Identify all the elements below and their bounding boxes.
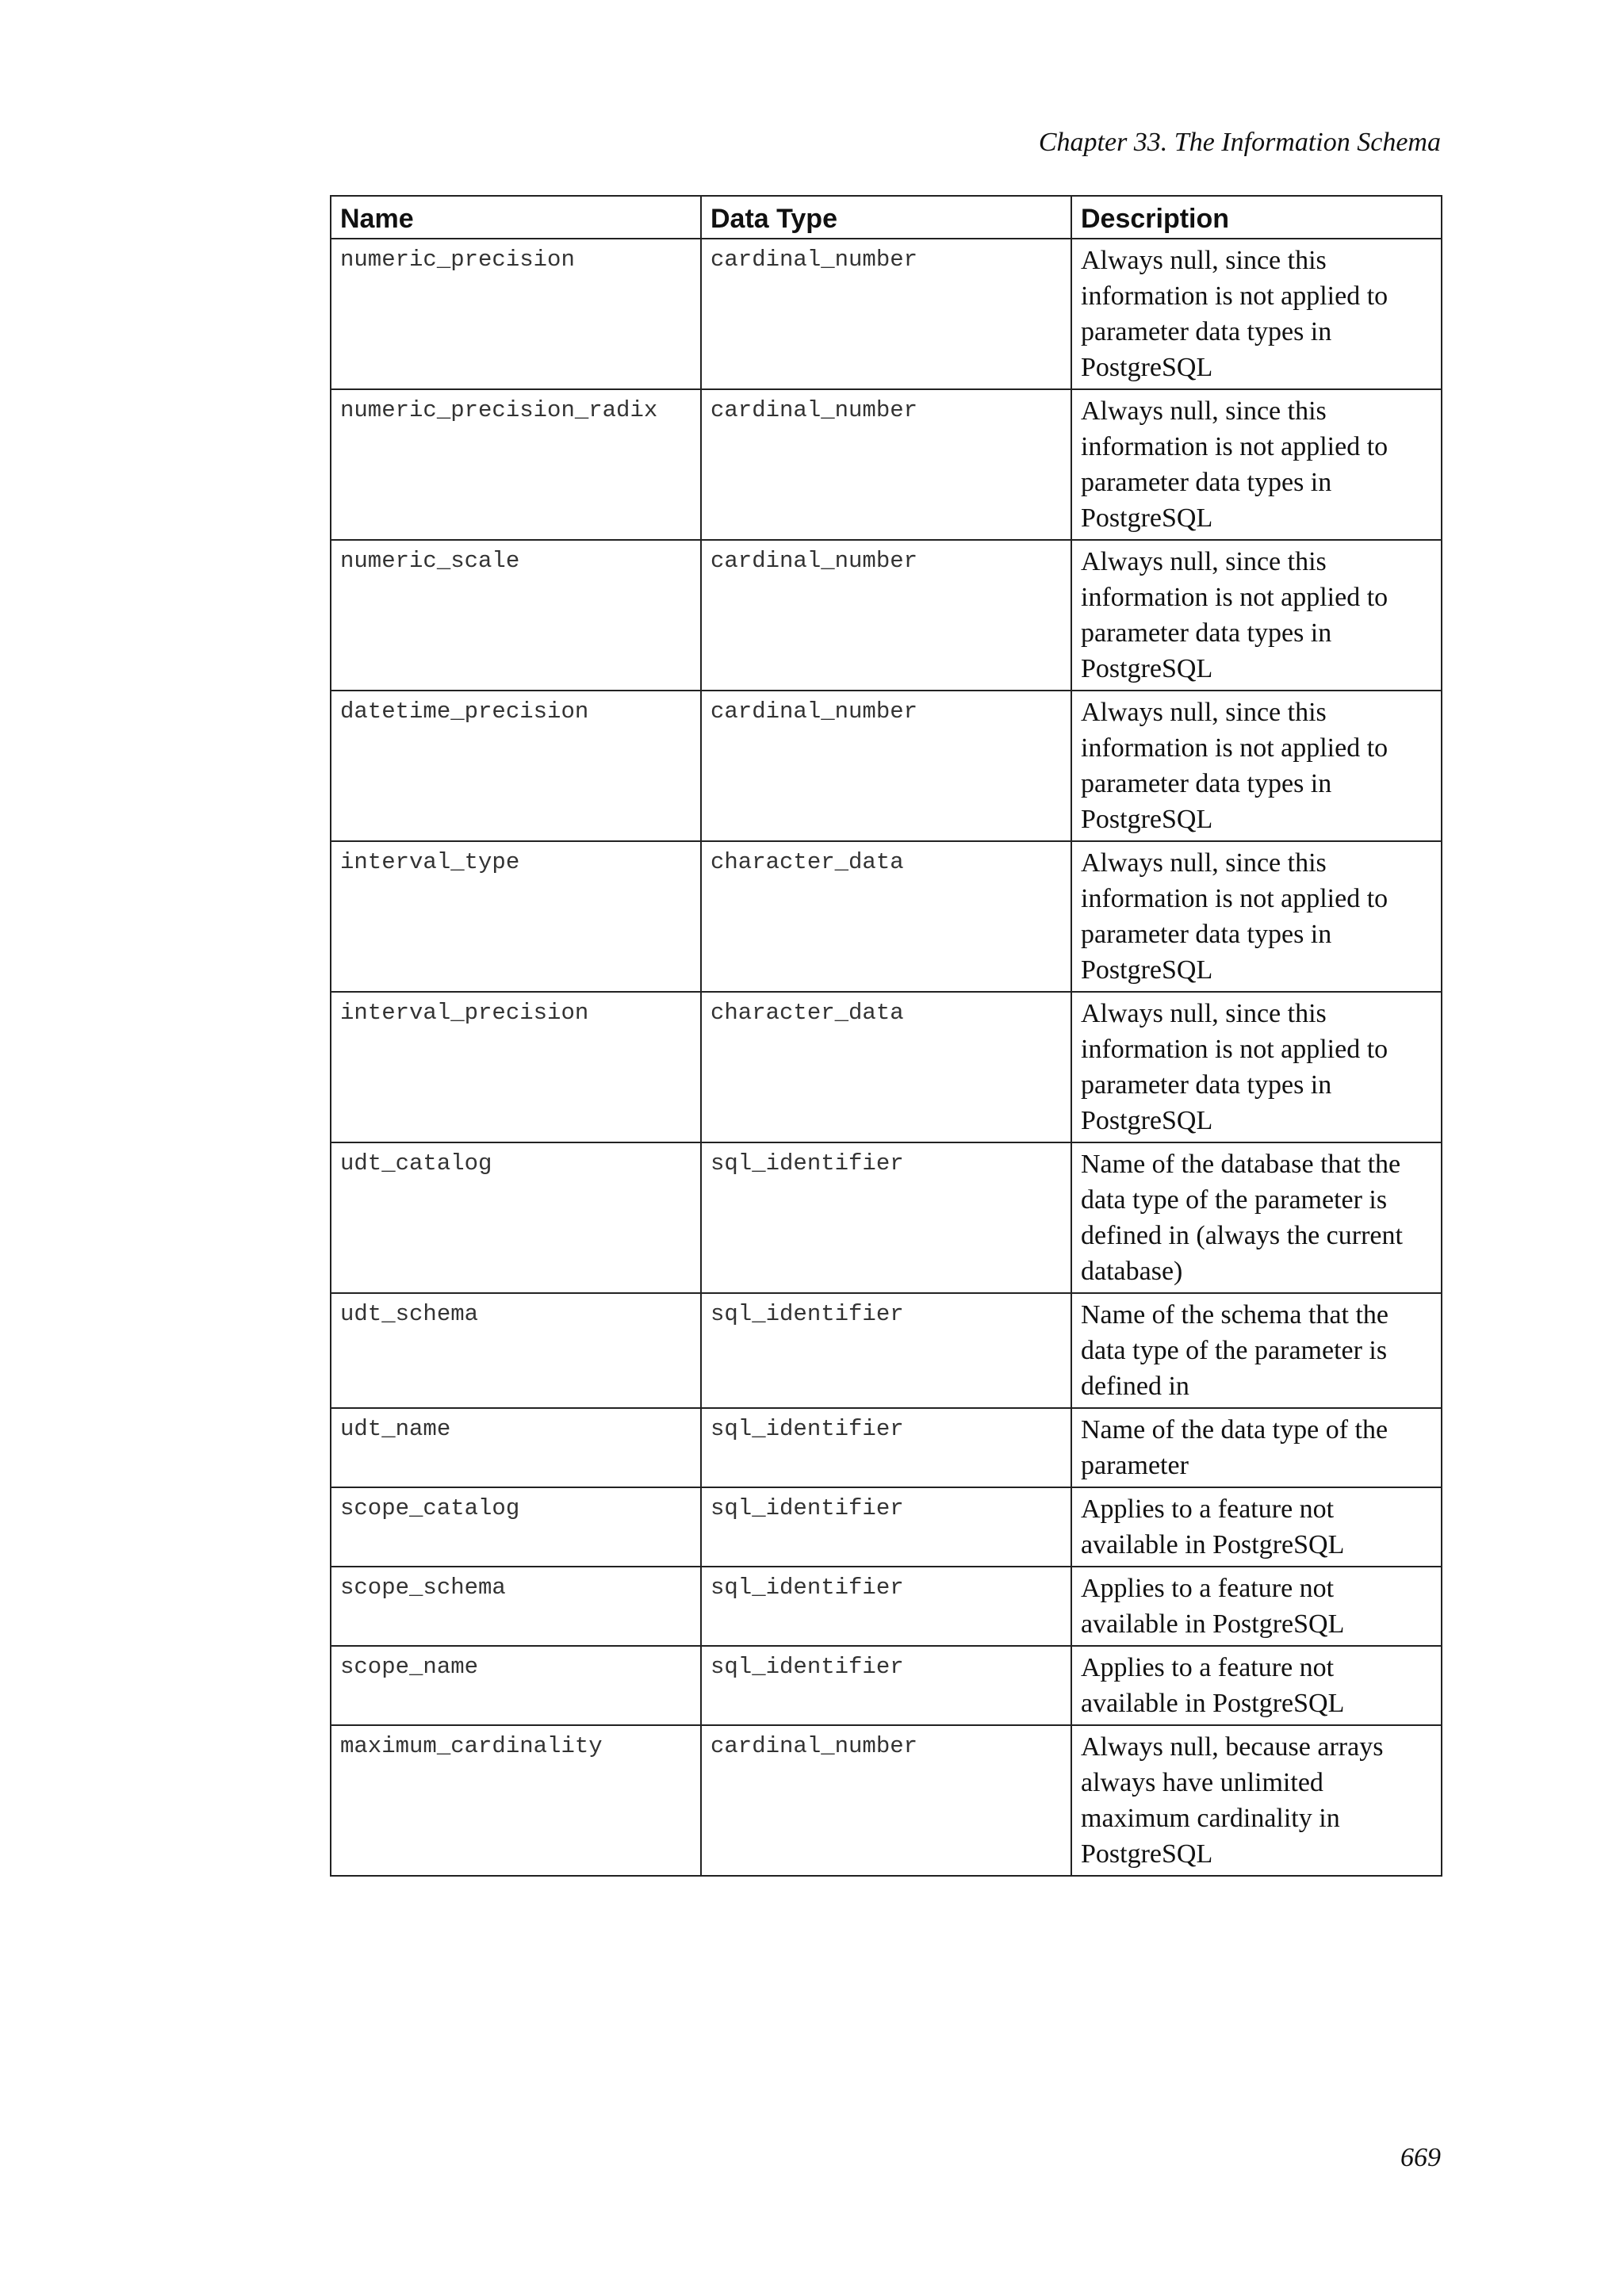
table-row — [331, 1567, 1442, 1646]
cell-description: Always null, since this information is not applied to parameter data types in PostgreSQL — [1071, 992, 1442, 1142]
cell-data-type: cardinal_number — [701, 389, 1071, 540]
cell-data-type: cardinal_number — [701, 1725, 1071, 1876]
table-row — [331, 1725, 1442, 1876]
cell-data-type: character_data — [701, 992, 1071, 1142]
cell-name: maximum_cardinality — [331, 1725, 701, 1876]
cell-name: udt_catalog — [331, 1142, 701, 1293]
running-header: Chapter 33. The Information Schema — [1038, 128, 1441, 157]
cell-description: Name of the data type of the parameter — [1071, 1408, 1442, 1487]
cell-description: Applies to a feature not available in PostgreSQL — [1071, 1646, 1442, 1725]
cell-description: Always null, since this information is not applied to parameter data types in PostgreSQL — [1071, 239, 1442, 389]
cell-description: Name of the schema that the data type of the parameter is defined in — [1071, 1293, 1442, 1408]
cell-data-type: cardinal_number — [701, 691, 1071, 841]
cell-description: Always null, since this information is not applied to parameter data types in PostgreSQL — [1071, 691, 1442, 841]
cell-name: scope_schema — [331, 1567, 701, 1646]
cell-data-type: cardinal_number — [701, 239, 1071, 389]
table-row — [331, 540, 1442, 691]
table-row — [331, 239, 1442, 389]
column-header-name: Name — [331, 196, 701, 239]
cell-description: Applies to a feature not available in PostgreSQL — [1071, 1487, 1442, 1567]
cell-name: datetime_precision — [331, 691, 701, 841]
table-row — [331, 841, 1442, 992]
cell-name: numeric_precision_radix — [331, 389, 701, 540]
table-row — [331, 389, 1442, 540]
cell-name: numeric_scale — [331, 540, 701, 691]
table-row — [331, 992, 1442, 1142]
cell-data-type: character_data — [701, 841, 1071, 992]
table-row — [331, 1487, 1442, 1567]
cell-name: scope_name — [331, 1646, 701, 1725]
table-row — [331, 1408, 1442, 1487]
table-row — [331, 1142, 1442, 1293]
table-row — [331, 1293, 1442, 1408]
cell-description: Always null, since this information is not applied to parameter data types in PostgreSQL — [1071, 540, 1442, 691]
cell-data-type: sql_identifier — [701, 1567, 1071, 1646]
cell-data-type: sql_identifier — [701, 1293, 1071, 1408]
cell-data-type: sql_identifier — [701, 1408, 1071, 1487]
cell-data-type: sql_identifier — [701, 1142, 1071, 1293]
parameters-table — [330, 195, 1442, 1877]
page-number: 669 — [1400, 2143, 1441, 2172]
cell-name: scope_catalog — [331, 1487, 701, 1567]
cell-data-type: sql_identifier — [701, 1487, 1071, 1567]
cell-description: Always null, because arrays always have unlimited maximum cardinality in PostgreSQL — [1071, 1725, 1442, 1876]
column-header-data-type: Data Type — [701, 196, 1071, 239]
cell-name: numeric_precision — [331, 239, 701, 389]
cell-data-type: sql_identifier — [701, 1646, 1071, 1725]
cell-name: udt_schema — [331, 1293, 701, 1408]
cell-name: interval_precision — [331, 992, 701, 1142]
column-header-description: Description — [1071, 196, 1442, 239]
cell-description: Applies to a feature not available in PostgreSQL — [1071, 1567, 1442, 1646]
table-row — [331, 691, 1442, 841]
table-header-row — [331, 196, 1442, 239]
cell-name: udt_name — [331, 1408, 701, 1487]
cell-description: Always null, since this information is not applied to parameter data types in PostgreSQL — [1071, 389, 1442, 540]
table-row — [331, 1646, 1442, 1725]
cell-description: Name of the database that the data type of the parameter is defined in (always the current database) — [1071, 1142, 1442, 1293]
cell-description: Always null, since this information is not applied to parameter data types in PostgreSQL — [1071, 841, 1442, 992]
cell-name: interval_type — [331, 841, 701, 992]
cell-data-type: cardinal_number — [701, 540, 1071, 691]
